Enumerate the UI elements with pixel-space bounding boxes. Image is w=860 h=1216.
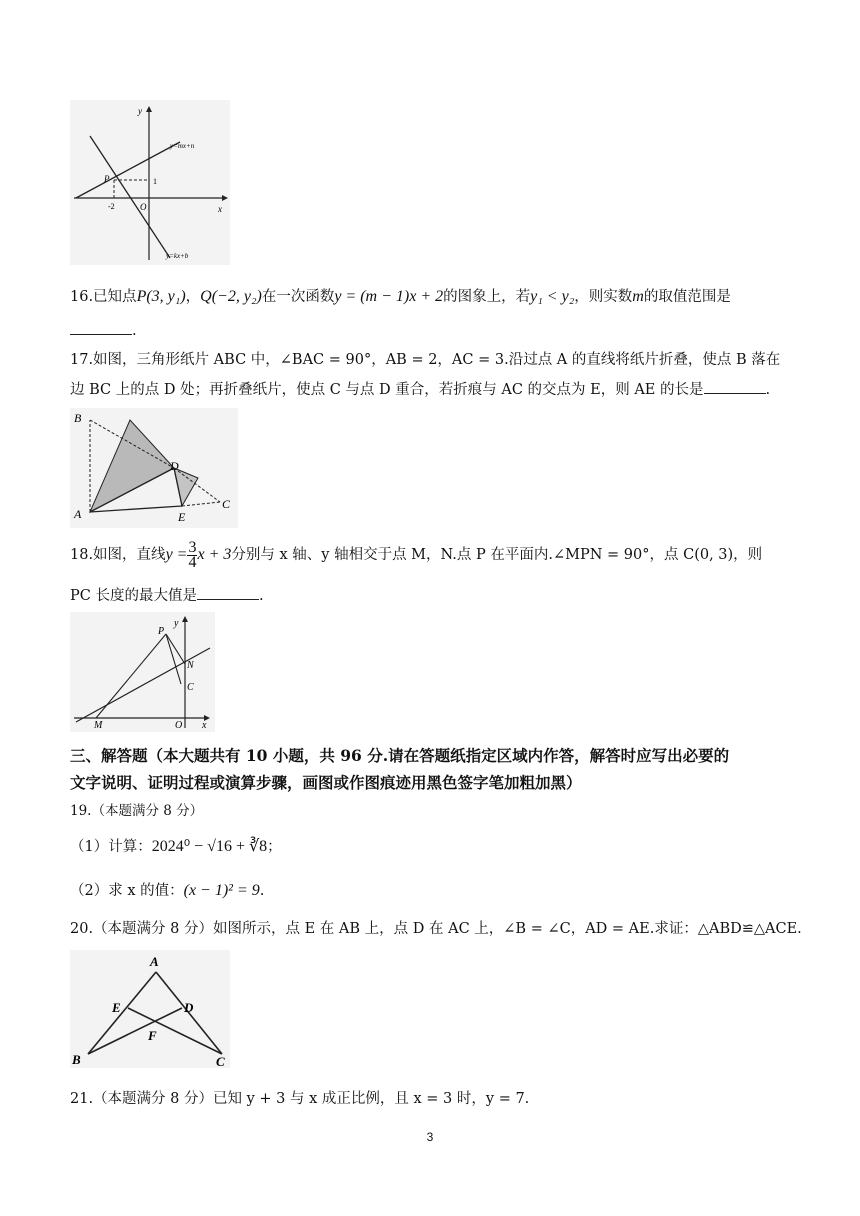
fig18-label-x: x bbox=[202, 720, 207, 731]
q19-part2-label: （2）求 x 的值： bbox=[70, 883, 184, 899]
q16-function: y = (m − 1)x + 2 bbox=[334, 288, 444, 305]
q16-point-q: Q(−2, y₂) bbox=[200, 288, 262, 305]
fig17-label-e: E bbox=[178, 510, 186, 524]
fig20-label-e: E bbox=[112, 1000, 121, 1015]
fig15-line1-label: y=mx+n bbox=[170, 142, 195, 150]
q16-mid: 在一次函数 bbox=[261, 289, 335, 305]
question-17-line2 bbox=[70, 379, 770, 401]
question-16 bbox=[70, 286, 731, 308]
fig15-origin-label: O bbox=[140, 202, 147, 212]
q18-rest: 分别与 x 轴、y 轴相交于点 M，N.点 P 在平面内.∠MPN = 90°，点 C(0, 3)，则 bbox=[231, 547, 763, 563]
q17-end: . bbox=[765, 382, 771, 398]
question-18-line2 bbox=[70, 585, 264, 607]
fig18-label-y: y bbox=[174, 618, 179, 629]
fig18-label-n: N bbox=[187, 660, 194, 671]
fig20-label-c: C bbox=[216, 1054, 225, 1068]
q18-line2-text: PC 长度的最大值是 bbox=[70, 588, 197, 604]
q18-fraction bbox=[187, 538, 197, 571]
fig20-label-a: A bbox=[150, 954, 159, 969]
q16-suffix2: 的取值范围是 bbox=[643, 289, 731, 305]
q19-part1-expression: 2024⁰ − √16 + ∛8 bbox=[151, 838, 268, 855]
q18-denominator: 4 bbox=[188, 553, 197, 571]
section-3-heading-line1: 三、解答题（本大题共有 10 小题，共 96 分.请在答题纸指定区域内作答，解答时应写出必要的 bbox=[70, 746, 730, 765]
fig17-label-d: D bbox=[170, 459, 179, 473]
q16-sep: ， bbox=[185, 289, 201, 305]
figure-q15-graph bbox=[70, 100, 230, 265]
q18-prefix: 18.如图，直线 bbox=[70, 547, 166, 563]
fig18-label-o: O bbox=[175, 720, 183, 731]
question-19-title: 19.（本题满分 8 分） bbox=[70, 803, 204, 819]
fig18-label-p: P bbox=[158, 626, 165, 637]
q16-mid2: 的图象上，若 bbox=[443, 289, 531, 305]
q18-rhs: x + 3 bbox=[197, 546, 232, 563]
question-16-answer-line bbox=[70, 320, 137, 342]
q17-answer-blank[interactable] bbox=[704, 379, 766, 394]
fig15-point-p-label: P bbox=[104, 174, 110, 184]
question-20: 20.（本题满分 8 分）如图所示，点 E 在 AB 上，点 D 在 AC 上，∠B = ∠C，AD = AE.求证：△ABD≌△ACE. bbox=[70, 921, 802, 937]
question-18-line1 bbox=[70, 540, 762, 570]
q19-part1-end: ； bbox=[267, 839, 282, 855]
fig15-tick-1: 1 bbox=[153, 177, 157, 186]
q19-part1-label: （1）计算： bbox=[70, 839, 152, 855]
question-21: 21.（本题满分 8 分）已知 y + 3 与 x 成正比例，且 x = 3 时，y = 7. bbox=[70, 1091, 530, 1107]
fig20-label-b: B bbox=[72, 1052, 81, 1067]
q19-part2-end: . bbox=[259, 883, 265, 899]
q18-end: . bbox=[258, 588, 264, 604]
fig20-label-d: D bbox=[184, 1000, 194, 1015]
q16-prefix: 16.已知点 bbox=[70, 289, 137, 305]
q16-condition: y₁ < y₂ bbox=[530, 288, 575, 305]
q17-line2-text: 边 BC 上的点 D 处；再折叠纸片，使点 C 与点 D 重合，若折痕与 AC 的交点为 E，则 AE 的长是 bbox=[70, 382, 704, 398]
fig15-line2-label: y=kx+b bbox=[166, 252, 189, 260]
fig18-label-m: M bbox=[94, 720, 103, 731]
fig17-label-a: A bbox=[74, 507, 82, 521]
question-17-line1: 17.如图，三角形纸片 ABC 中，∠BAC = 90°，AB = 2，AC = 3.沿过点 A 的直线将纸片折叠，使点 B 落在 bbox=[70, 352, 781, 368]
q18-numerator: 3 bbox=[188, 538, 197, 556]
fig15-x-label: x bbox=[218, 204, 222, 214]
section-3-heading-line2: 文字说明、证明过程或演算步骤，画图或作图痕迹用黑色签字笔加粗加黑） bbox=[70, 773, 582, 792]
figure-q18-graph bbox=[70, 612, 215, 732]
question-19-part1 bbox=[70, 836, 282, 858]
fig17-label-c: C bbox=[222, 497, 231, 511]
q19-part2-expression: (x − 1)² = 9 bbox=[183, 882, 260, 899]
q16-suffix: ，则实数 bbox=[574, 289, 633, 305]
fig15-y-label: y bbox=[138, 106, 142, 116]
q18-lhs: y = bbox=[165, 546, 188, 563]
q18-answer-blank[interactable] bbox=[197, 585, 259, 600]
q16-end: . bbox=[132, 323, 137, 339]
figure-q17-triangle bbox=[70, 408, 238, 528]
figure-q20-triangle bbox=[70, 950, 230, 1068]
fig18-label-c: C bbox=[187, 682, 194, 693]
q16-point-p: P(3, y₁) bbox=[136, 288, 186, 305]
q16-var-m: m bbox=[632, 288, 644, 305]
q16-answer-blank[interactable] bbox=[70, 320, 132, 335]
fig17-label-b: B bbox=[74, 411, 82, 425]
page-number: 3 bbox=[426, 1130, 434, 1144]
question-19-part2 bbox=[70, 880, 264, 902]
fig20-label-f: F bbox=[148, 1028, 157, 1043]
fig15-tick-neg2: -2 bbox=[108, 202, 115, 211]
